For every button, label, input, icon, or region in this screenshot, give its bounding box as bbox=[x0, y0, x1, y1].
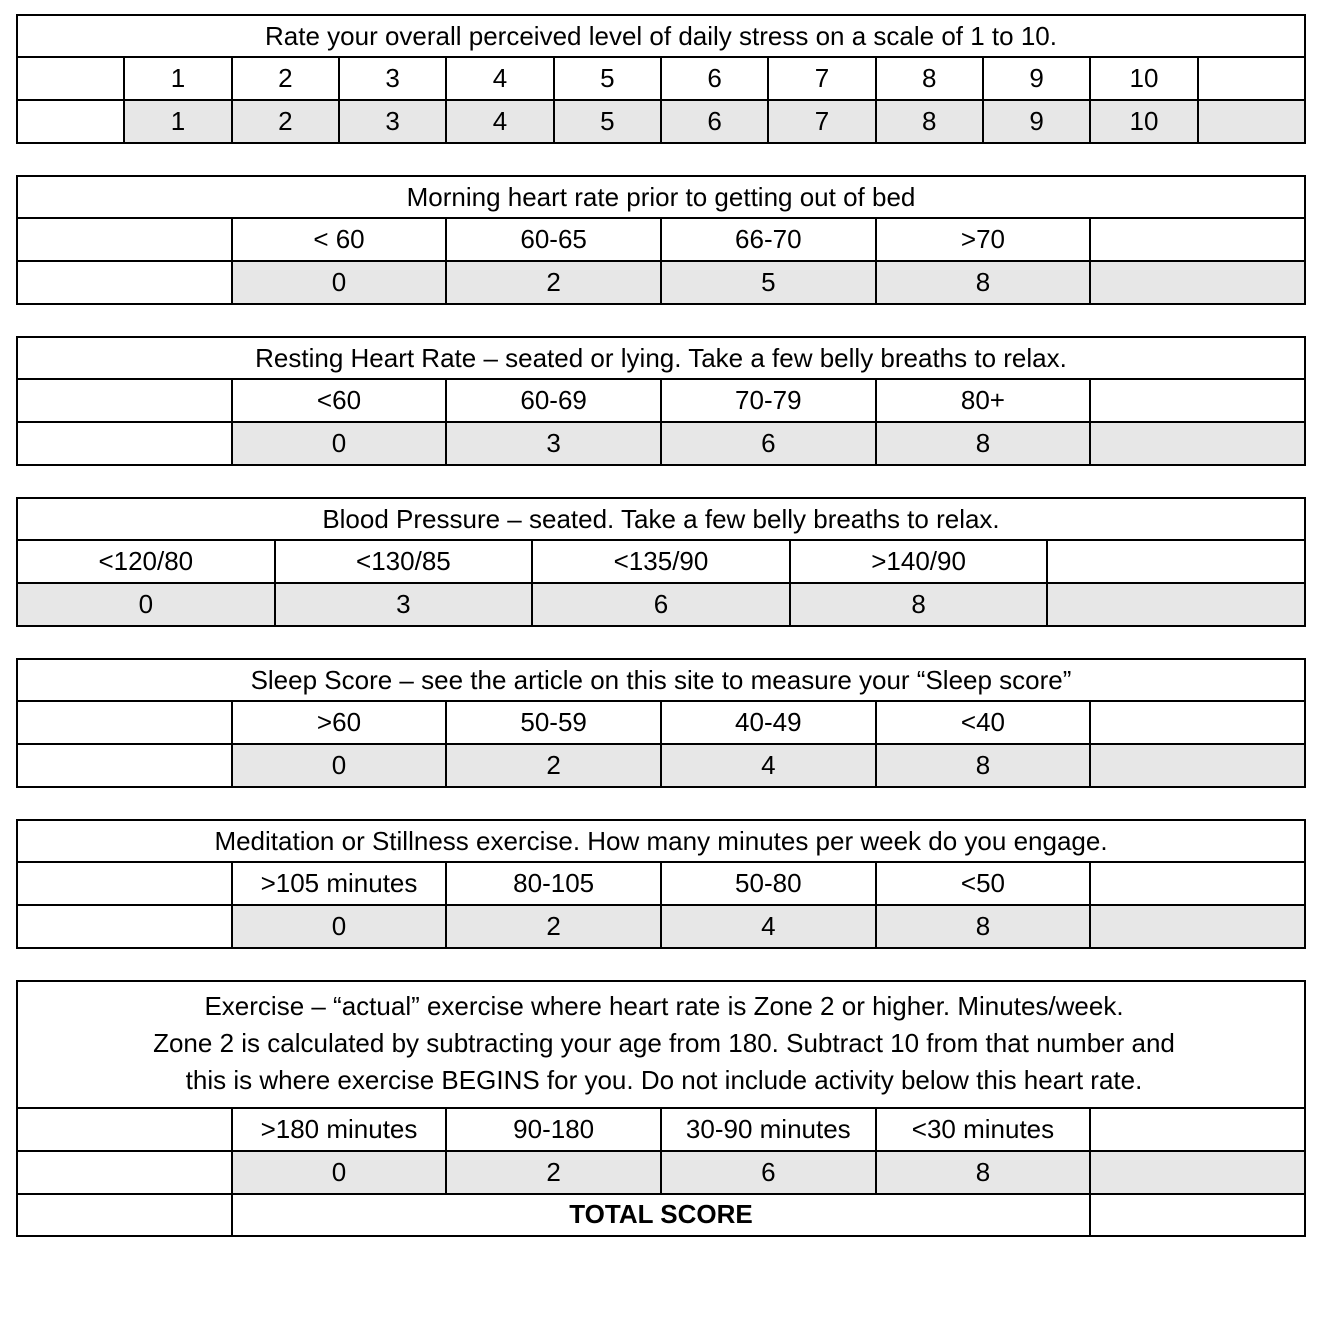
values-row bbox=[17, 744, 1305, 787]
value-cell[interactable]: 3 bbox=[446, 422, 661, 465]
value-cell[interactable]: 3 bbox=[339, 100, 446, 143]
section-prompt: Blood Pressure – seated. Take a few belly breaths to relax. bbox=[17, 498, 1305, 540]
total-row bbox=[17, 1194, 1305, 1236]
answer-cell[interactable] bbox=[1047, 583, 1305, 626]
options-row bbox=[17, 379, 1305, 422]
gutter-cell bbox=[17, 218, 232, 261]
value-cell[interactable]: 6 bbox=[661, 1151, 876, 1194]
option-cell[interactable]: 60-69 bbox=[446, 379, 661, 422]
value-cell[interactable]: 6 bbox=[661, 422, 876, 465]
value-cell[interactable]: 0 bbox=[17, 583, 275, 626]
value-cell[interactable]: 6 bbox=[661, 100, 768, 143]
option-cell[interactable]: >60 bbox=[232, 701, 447, 744]
prompt-line: Zone 2 is calculated by subtracting your age from 180. Subtract 10 from that number and bbox=[153, 1027, 1175, 1058]
prompt-row bbox=[17, 498, 1305, 540]
answer-cell[interactable] bbox=[1198, 100, 1305, 143]
options-row bbox=[17, 1108, 1305, 1151]
option-cell[interactable]: 50-80 bbox=[661, 862, 876, 905]
prompt-line: this is where exercise BEGINS for you. Do not include activity below this heart rate. bbox=[185, 1064, 1143, 1095]
value-cell[interactable]: 2 bbox=[446, 261, 661, 304]
answer-cell[interactable] bbox=[1090, 744, 1305, 787]
option-cell[interactable]: 1 bbox=[124, 57, 231, 100]
option-cell[interactable]: 40-49 bbox=[661, 701, 876, 744]
gutter-cell bbox=[17, 1151, 232, 1194]
option-cell[interactable]: 3 bbox=[339, 57, 446, 100]
gutter-cell bbox=[17, 422, 232, 465]
answer-cell[interactable] bbox=[1090, 379, 1305, 422]
option-cell[interactable]: <40 bbox=[876, 701, 1091, 744]
option-cell[interactable]: 10 bbox=[1090, 57, 1197, 100]
value-cell[interactable]: 5 bbox=[661, 261, 876, 304]
section-prompt: Morning heart rate prior to getting out of bed bbox=[17, 176, 1305, 218]
option-cell[interactable]: <130/85 bbox=[275, 540, 533, 583]
value-cell[interactable]: 7 bbox=[768, 100, 875, 143]
option-cell[interactable]: >70 bbox=[876, 218, 1091, 261]
answer-cell[interactable] bbox=[1047, 540, 1305, 583]
value-cell[interactable]: 5 bbox=[554, 100, 661, 143]
option-cell[interactable]: 80-105 bbox=[446, 862, 661, 905]
gutter-cell bbox=[17, 905, 232, 948]
answer-cell[interactable] bbox=[1090, 905, 1305, 948]
value-cell[interactable]: 0 bbox=[232, 261, 447, 304]
option-cell[interactable]: < 60 bbox=[232, 218, 447, 261]
answer-cell[interactable] bbox=[1090, 701, 1305, 744]
value-cell[interactable]: 10 bbox=[1090, 100, 1197, 143]
prompt-row bbox=[17, 337, 1305, 379]
section-morning-heart-rate bbox=[16, 175, 1306, 305]
prompt-row bbox=[17, 15, 1305, 57]
option-cell[interactable]: >140/90 bbox=[790, 540, 1048, 583]
section-stress bbox=[16, 14, 1306, 144]
value-cell[interactable]: 1 bbox=[124, 100, 231, 143]
option-cell[interactable]: 70-79 bbox=[661, 379, 876, 422]
option-cell[interactable]: 2 bbox=[232, 57, 339, 100]
gutter-cell bbox=[17, 57, 124, 100]
value-cell[interactable]: 0 bbox=[232, 422, 447, 465]
values-row bbox=[17, 905, 1305, 948]
value-cell[interactable]: 8 bbox=[876, 422, 1091, 465]
answer-cell[interactable] bbox=[1090, 862, 1305, 905]
value-cell[interactable]: 4 bbox=[446, 100, 553, 143]
option-cell[interactable]: 80+ bbox=[876, 379, 1091, 422]
answer-cell[interactable] bbox=[1090, 1151, 1305, 1194]
section-exercise bbox=[16, 980, 1306, 1237]
section-resting-heart-rate bbox=[16, 336, 1306, 466]
value-cell[interactable]: 6 bbox=[532, 583, 790, 626]
options-row bbox=[17, 862, 1305, 905]
prompt-row bbox=[17, 981, 1305, 1108]
answer-cell[interactable] bbox=[1198, 57, 1305, 100]
value-cell[interactable]: 8 bbox=[876, 1151, 1091, 1194]
gutter-cell bbox=[17, 1194, 232, 1236]
option-cell[interactable]: 9 bbox=[983, 57, 1090, 100]
values-row bbox=[17, 583, 1305, 626]
section-prompt: Rate your overall perceived level of daily stress on a scale of 1 to 10. bbox=[17, 15, 1305, 57]
gutter-cell bbox=[17, 379, 232, 422]
option-cell[interactable]: <120/80 bbox=[17, 540, 275, 583]
value-cell[interactable]: 2 bbox=[232, 100, 339, 143]
gutter-cell bbox=[17, 1108, 232, 1151]
section-prompt: Sleep Score – see the article on this site to measure your “Sleep score” bbox=[17, 659, 1305, 701]
total-score-input[interactable] bbox=[1090, 1194, 1305, 1236]
option-cell[interactable]: 50-59 bbox=[446, 701, 661, 744]
gutter-cell bbox=[17, 862, 232, 905]
prompt-row bbox=[17, 176, 1305, 218]
value-cell[interactable]: 3 bbox=[275, 583, 533, 626]
option-cell[interactable]: 90-180 bbox=[446, 1108, 661, 1151]
option-cell[interactable]: 30-90 minutes bbox=[661, 1108, 876, 1151]
value-cell[interactable]: 2 bbox=[446, 744, 661, 787]
answer-cell[interactable] bbox=[1090, 218, 1305, 261]
value-cell[interactable]: 4 bbox=[661, 905, 876, 948]
values-row bbox=[17, 422, 1305, 465]
total-score-label: TOTAL SCORE bbox=[232, 1194, 1091, 1236]
option-cell[interactable]: 7 bbox=[768, 57, 875, 100]
option-cell[interactable]: <135/90 bbox=[532, 540, 790, 583]
option-cell[interactable]: >180 minutes bbox=[232, 1108, 447, 1151]
answer-cell[interactable] bbox=[1090, 1108, 1305, 1151]
option-cell[interactable]: <50 bbox=[876, 862, 1091, 905]
prompt-line: Exercise – “actual” exercise where heart rate is Zone 2 or higher. Minutes/week. bbox=[204, 991, 1124, 1021]
option-cell[interactable]: 60-65 bbox=[446, 218, 661, 261]
option-cell[interactable]: >105 minutes bbox=[232, 862, 447, 905]
section-prompt: Meditation or Stillness exercise. How many minutes per week do you engage. bbox=[17, 820, 1305, 862]
value-cell[interactable]: 0 bbox=[232, 1151, 447, 1194]
value-cell[interactable]: 8 bbox=[876, 905, 1091, 948]
options-row bbox=[17, 540, 1305, 583]
value-cell[interactable]: 2 bbox=[446, 905, 661, 948]
value-cell[interactable]: 4 bbox=[661, 744, 876, 787]
option-cell[interactable]: 8 bbox=[876, 57, 983, 100]
option-cell[interactable]: 66-70 bbox=[661, 218, 876, 261]
prompt-row bbox=[17, 659, 1305, 701]
option-cell[interactable]: 4 bbox=[446, 57, 553, 100]
section-sleep-score bbox=[16, 658, 1306, 788]
gutter-cell bbox=[17, 100, 124, 143]
value-cell[interactable]: 2 bbox=[446, 1151, 661, 1194]
answer-cell[interactable] bbox=[1090, 422, 1305, 465]
prompt-row bbox=[17, 820, 1305, 862]
section-meditation bbox=[16, 819, 1306, 949]
value-cell[interactable]: 8 bbox=[876, 100, 983, 143]
value-cell[interactable]: 8 bbox=[876, 744, 1091, 787]
value-cell[interactable]: 8 bbox=[790, 583, 1048, 626]
section-prompt: Resting Heart Rate – seated or lying. Take a few belly breaths to relax. bbox=[17, 337, 1305, 379]
value-cell[interactable]: 9 bbox=[983, 100, 1090, 143]
values-row bbox=[17, 1151, 1305, 1194]
section-blood-pressure bbox=[16, 497, 1306, 627]
value-cell[interactable]: 0 bbox=[232, 905, 447, 948]
value-cell[interactable]: 0 bbox=[232, 744, 447, 787]
option-cell[interactable]: <60 bbox=[232, 379, 447, 422]
gutter-cell bbox=[17, 744, 232, 787]
gutter-cell bbox=[17, 261, 232, 304]
option-cell[interactable]: 5 bbox=[554, 57, 661, 100]
values-row bbox=[17, 100, 1305, 143]
answer-cell[interactable] bbox=[1090, 261, 1305, 304]
option-cell[interactable]: 6 bbox=[661, 57, 768, 100]
options-row bbox=[17, 57, 1305, 100]
value-cell[interactable]: 8 bbox=[876, 261, 1091, 304]
gutter-cell bbox=[17, 701, 232, 744]
options-row bbox=[17, 218, 1305, 261]
option-cell[interactable]: <30 minutes bbox=[876, 1108, 1091, 1151]
options-row bbox=[17, 701, 1305, 744]
section-prompt bbox=[17, 981, 1305, 1108]
values-row bbox=[17, 261, 1305, 304]
